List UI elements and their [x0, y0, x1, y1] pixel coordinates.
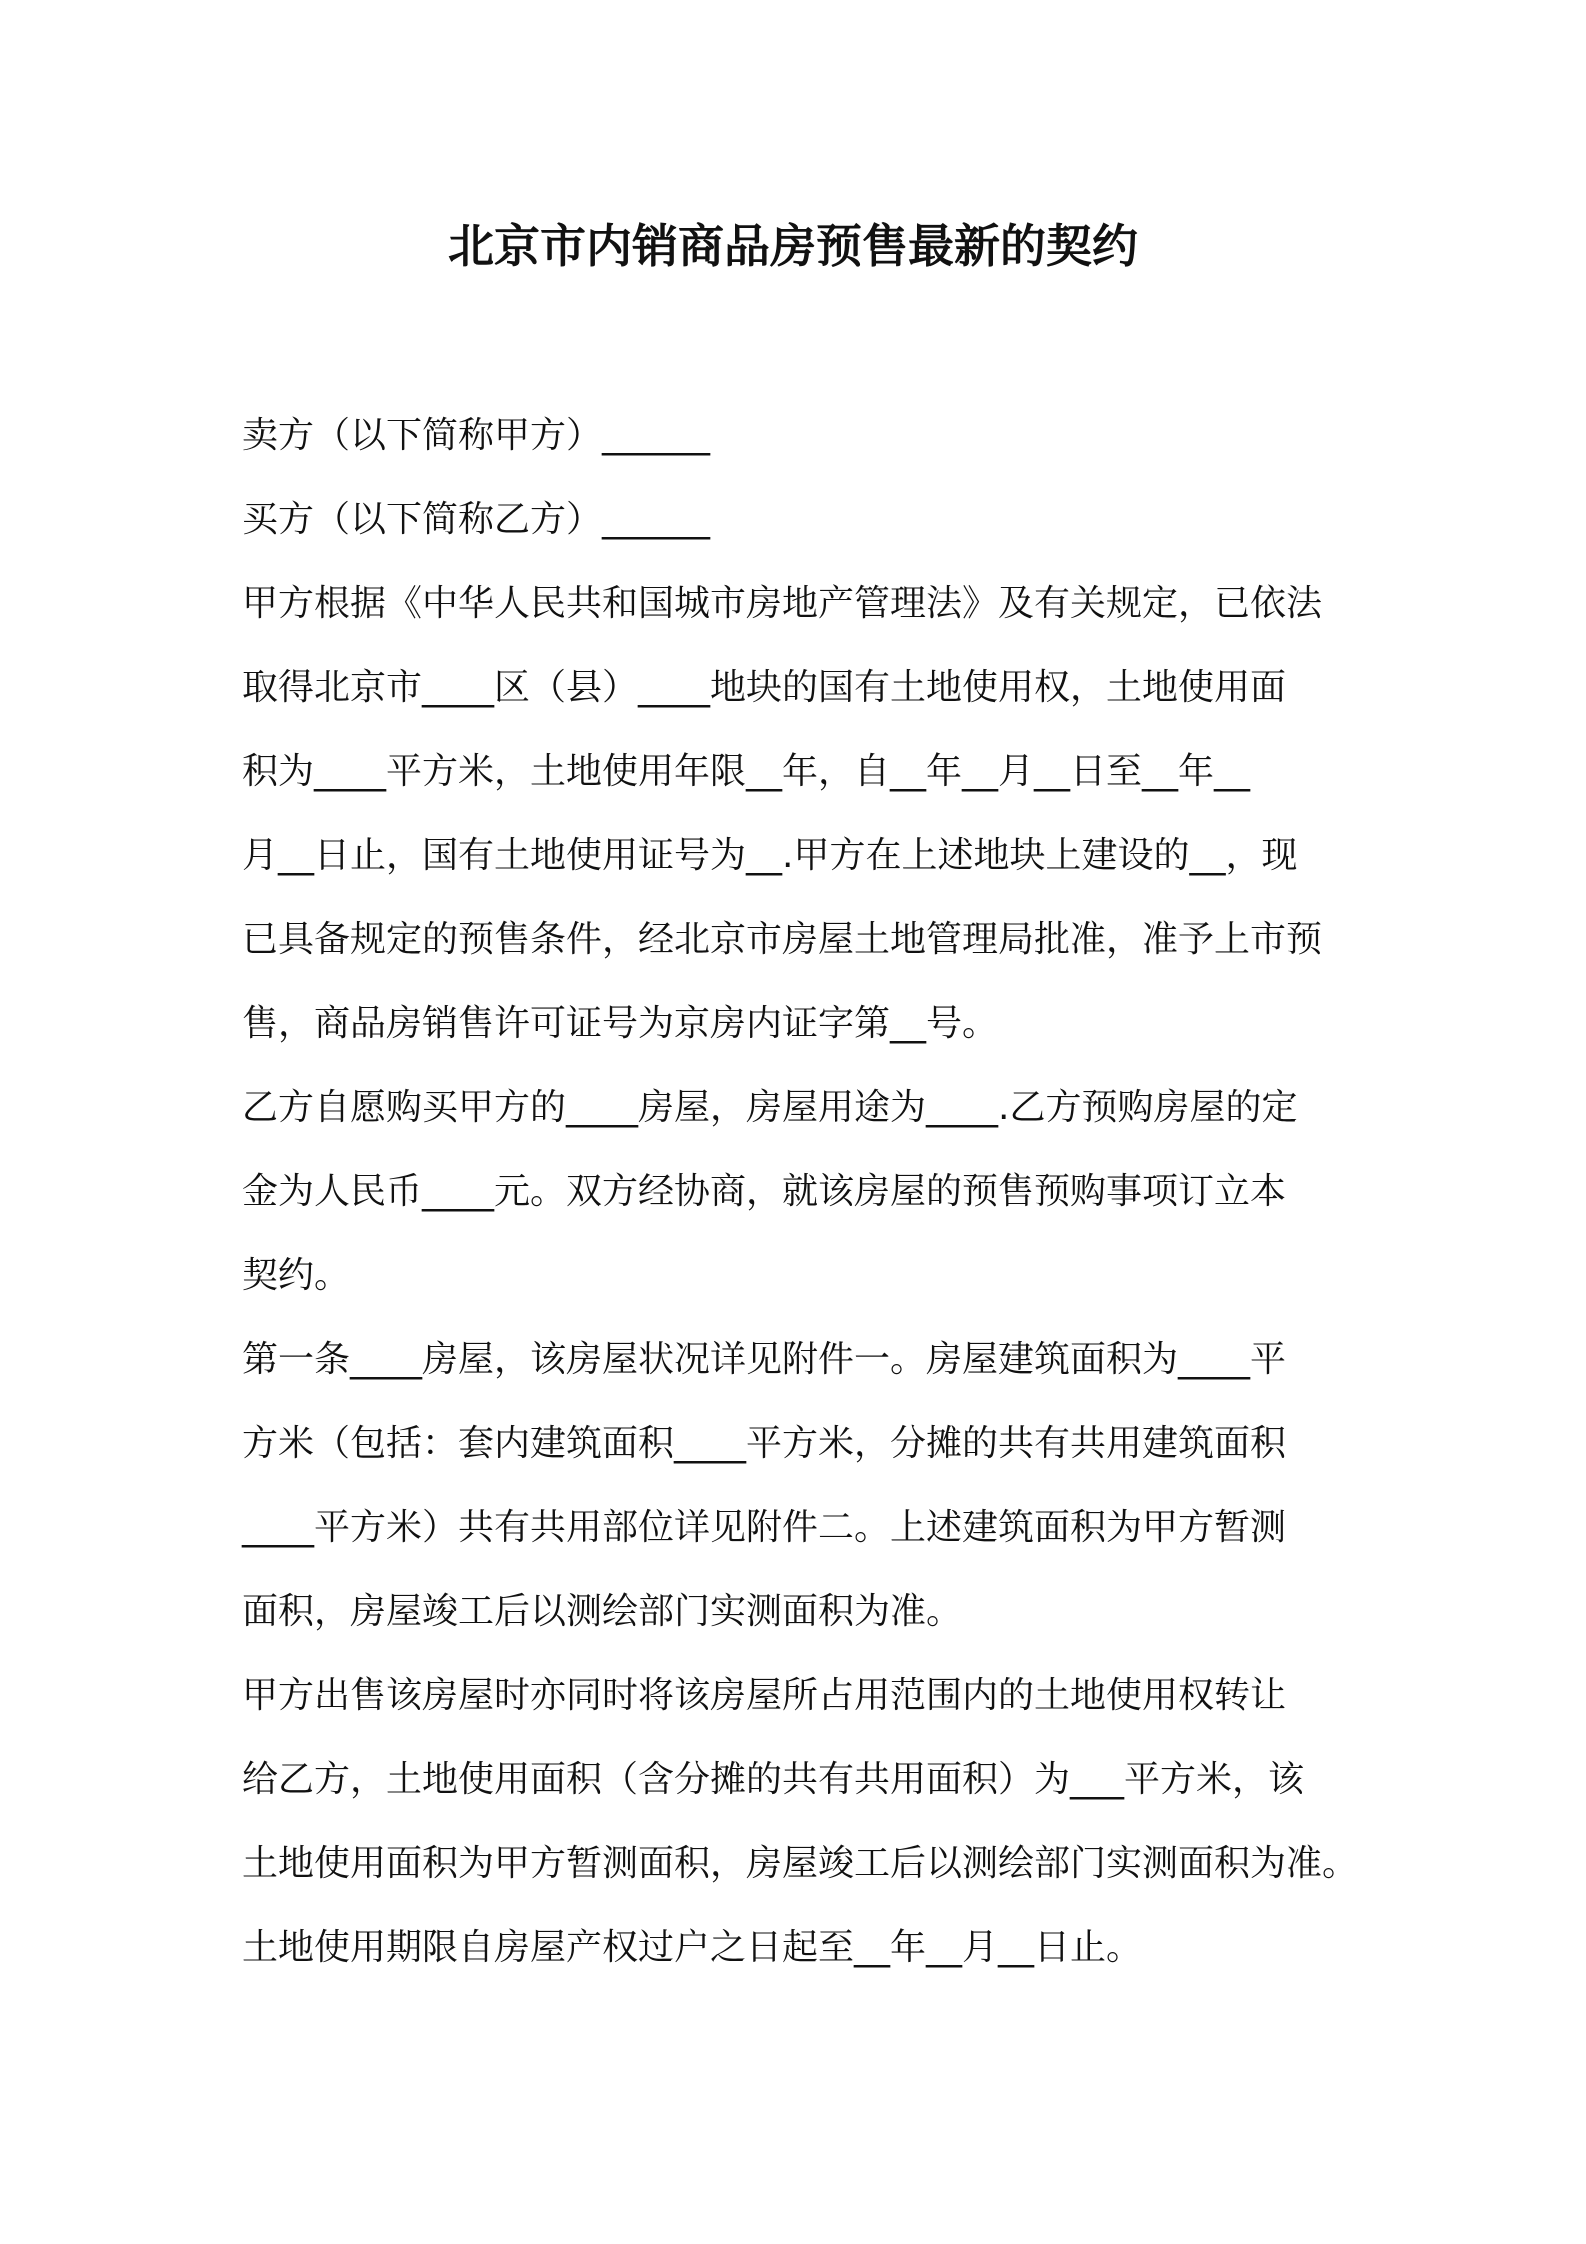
body-line: 契约。 [242, 1255, 351, 1296]
article-line: 方米（包括：套内建筑面积____平方米，分摊的共有共用建筑面积 [242, 1423, 1287, 1464]
article-line: 面积，房屋竣工后以测绘部门实测面积为准。 [242, 1591, 963, 1632]
seller-line: 卖方（以下简称甲方）______ [242, 415, 711, 456]
body-line: 给乙方，土地使用面积（含分摊的共有共用面积）为___平方米，该 [242, 1759, 1305, 1800]
body-line: 已具备规定的预售条件，经北京市房屋土地管理局批准，准予上市预 [242, 919, 1323, 960]
buyer-line: 买方（以下简称乙方）______ [242, 499, 711, 540]
body-line: 甲方出售该房屋时亦同时将该房屋所占用范围内的土地使用权转让 [242, 1675, 1287, 1716]
body-line: 土地使用面积为甲方暂测面积，房屋竣工后以测绘部门实测面积为准。 [242, 1843, 1359, 1884]
body-line: 售，商品房销售许可证号为京房内证字第__号。 [242, 1003, 999, 1044]
body-line: 取得北京市____区（县）____地块的国有土地使用权，土地使用面 [242, 667, 1287, 708]
document-title: 北京市内销商品房预售最新的契约 [448, 219, 1138, 273]
body-line: 乙方自愿购买甲方的____房屋，房屋用途为____.乙方预购房屋的定 [242, 1087, 1298, 1128]
body-line: 金为人民币____元。双方经协商，就该房屋的预售预购事项订立本 [242, 1171, 1287, 1212]
body-line: 甲方根据《中华人民共和国城市房地产管理法》及有关规定，已依法 [242, 583, 1323, 624]
article-line: 第一条____房屋，该房屋状况详见附件一。房屋建筑面积为____平 [242, 1339, 1287, 1380]
body-line: 月__日止，国有土地使用证号为__.甲方在上述地块上建设的__，现 [242, 835, 1298, 876]
article-line: ____平方米）共有共用部位详见附件二。上述建筑面积为甲方暂测 [242, 1507, 1287, 1548]
body-line: 积为____平方米，土地使用年限__年，自__年__月__日至__年__ [242, 751, 1251, 792]
body-line: 土地使用期限自房屋产权过户之日起至__年__月__日止。 [242, 1927, 1143, 1968]
